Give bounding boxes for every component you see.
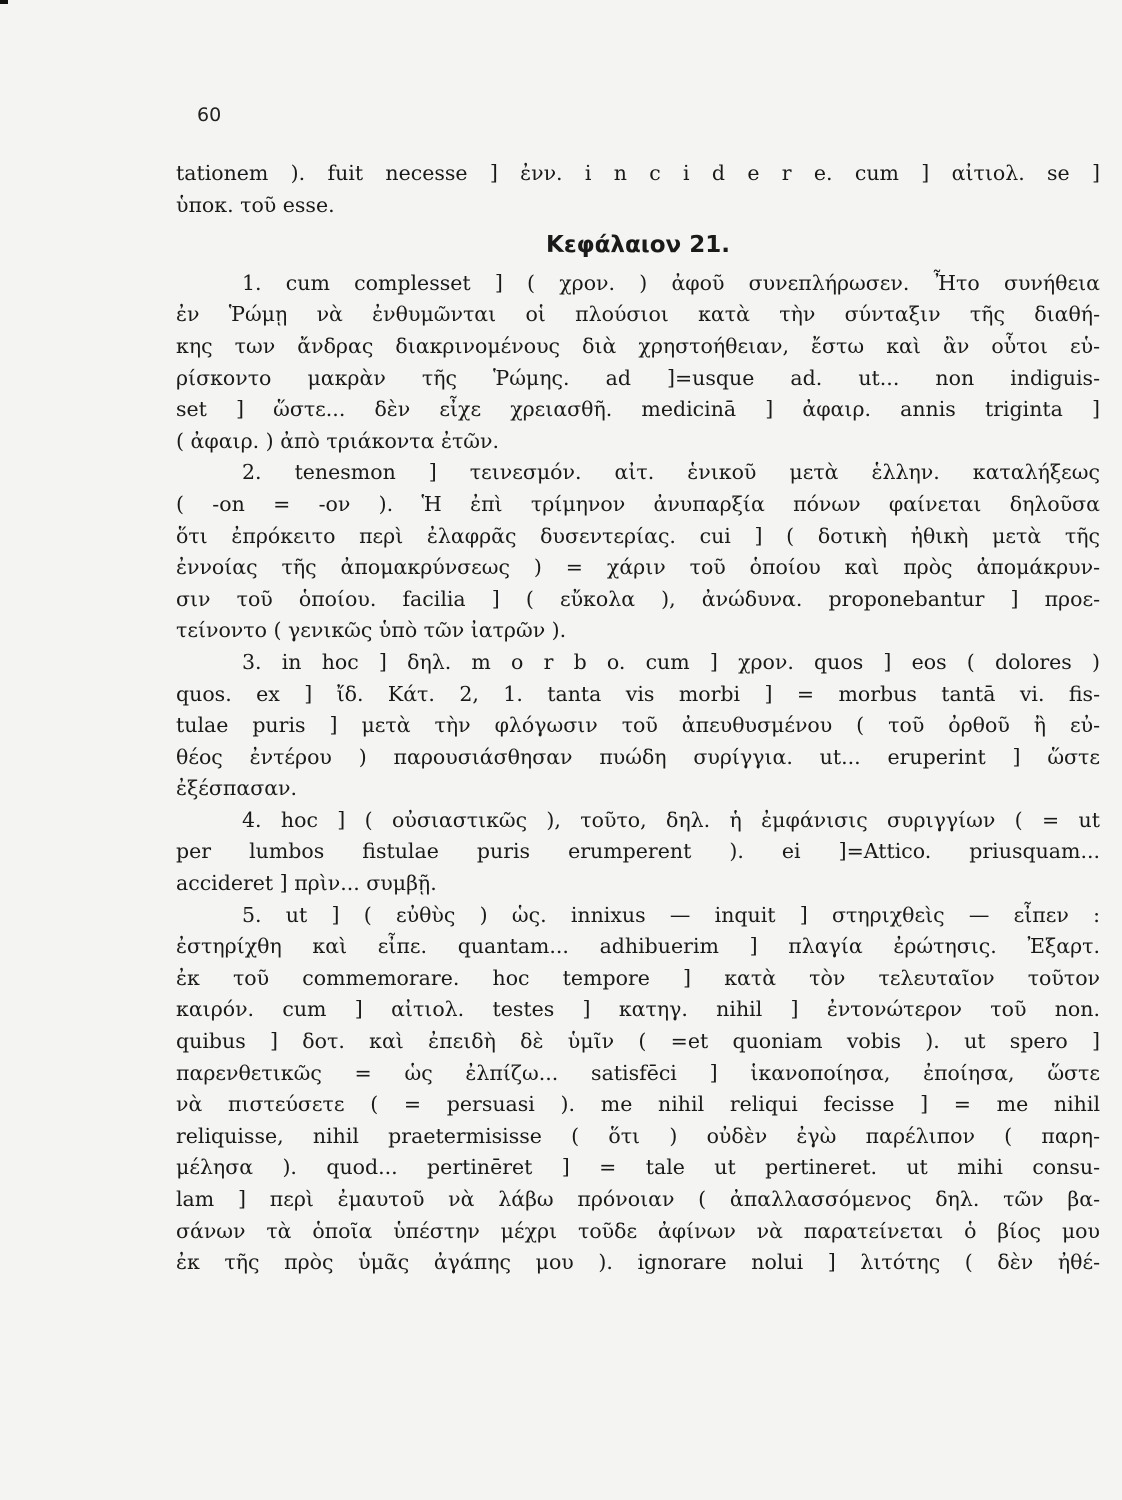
text-line: ἐστηρίχθη καὶ εἶπε. quantam... adhibuerim ] πλαγία ἐρώτησις. Ἐξαρτ. <box>176 934 1100 959</box>
text-line: ( ἀφαιρ. ) ἀπὸ τριάκοντα ἐτῶν. <box>176 428 499 453</box>
scan-corner-mark <box>0 0 8 4</box>
text-line: σιν τοῦ ὁποίου. facilia ] ( εὔκολα ), ἀνώδυνα. proponebantur ] προε- <box>176 586 1100 611</box>
text-line: ἐν Ῥώμῃ νὰ ἐνθυμῶνται οἱ πλούσιοι κατὰ τὴν σύνταξιν τῆς διαθή- <box>176 302 1100 327</box>
text-line: per lumbos fistulae puris erumperent ). ei ]=Attico. priusquam... <box>176 839 1100 864</box>
text-line: ἐκ τῆς πρὸς ὑμᾶς ἀγάπης μου ). ignorare nolui ] λιτότης ( δὲν ἠθέ- <box>176 1250 1100 1275</box>
text-line: set ] ὥστε... δὲν εἶχε χρειασθῆ. medicinā ] ἀφαιρ. annis triginta ] <box>176 397 1100 422</box>
text-line: καιρόν. cum ] αἰτιολ. testes ] κατηγ. nihil ] ἐντονώτερον τοῦ non. <box>176 997 1100 1022</box>
text-line: ρίσκοντο μακρὰν τῆς Ῥώμης. ad ]=usque ad. ut... non indiguis- <box>176 365 1100 390</box>
text-line: παρενθετικῶς = ὡς ἐλπίζω... satisfēci ] ἱκανοποίησα, ἐποίησα, ὥστε <box>176 1060 1100 1085</box>
text-line: quos. ex ] ἴδ. Κάτ. 2, 1. tanta vis morbi ] = morbus tantā vi. fis- <box>176 681 1100 706</box>
text-line: τείνοντο ( γενικῶς ὑπὸ τῶν ἰατρῶν ). <box>176 618 567 643</box>
text-line: θέος ἐντέρου ) παρουσιάσθησαν πυώδη συρίγγια. ut... eruperint ] ὥστε <box>176 744 1100 769</box>
text-line: 4. hoc ] ( οὐσιαστικῶς ), τοῦτο, δηλ. ἡ ἐμφάνισις συριγγίων ( = ut <box>242 807 1100 832</box>
text-line: μέλησα ). quod... pertinēret ] = tale ut pertineret. ut mihi consu- <box>176 1155 1100 1180</box>
page-number: 60 <box>197 104 222 126</box>
text-line: 3. in hoc ] δηλ. m o r b o. cum ] χρον. quos ] eos ( dolores ) <box>242 649 1100 674</box>
text-line: quibus ] δοτ. καὶ ἐπειδὴ δὲ ὑμῖν ( =et quoniam vobis ). ut spero ] <box>176 1029 1100 1054</box>
text-line: tationem ). fuit necesse ] ἐνν. i n c i d e r e. cum ] αἰτιολ. se ] <box>176 161 1100 185</box>
text-line: tulae puris ] μετὰ τὴν φλόγωσιν τοῦ ἀπευθυσμένου ( τοῦ ὀρθοῦ ἢ εὐ- <box>176 713 1100 738</box>
commentary-text <box>176 158 1100 1279</box>
text-line: ἐκ τοῦ commemorare. hoc tempore ] κατὰ τὸν τελευταῖον τοῦτον <box>176 965 1100 990</box>
text-line: 5. ut ] ( εὐθὺς ) ὡς. innixus — inquit ] στηριχθεὶς — εἶπεν : <box>242 902 1100 927</box>
text-line: σάνων τὰ ὁποῖα ὑπέστην μέχρι τοῦδε ἀφίνων νὰ παρατείνεται ὁ βίος μου <box>176 1218 1100 1243</box>
text-line: 1. cum complesset ] ( χρον. ) ἀφοῦ συνεπλήρωσεν. Ἦτο συνήθεια <box>242 270 1100 295</box>
text-line: ὅτι ἐπρόκειτο περὶ ἐλαφρᾶς δυσεντερίας. cui ] ( δοτικὴ ἠθικὴ μετὰ τῆς <box>176 523 1100 548</box>
text-line: ἐννοίας τῆς ἀπομακρύνσεως ) = χάριν τοῦ ὁποίου καὶ πρὸς ἀπομάκρυν- <box>176 555 1100 580</box>
commentary-body <box>176 268 1100 1279</box>
text-line: reliquisse, nihil praetermisisse ( ὅτι ) οὐδὲν ἐγὼ παρέλιπον ( παρη- <box>176 1123 1100 1148</box>
text-line: accideret ] πρὶν... συμβῇ. <box>176 871 437 896</box>
text-line: ὑποκ. τοῦ esse. <box>176 192 335 217</box>
text-line: ἐξέσπασαν. <box>176 776 298 801</box>
text-line: lam ] περὶ ἐμαυτοῦ νὰ λάβω πρόνοιαν ( ἀπαλλασσόμενος δηλ. τῶν βα- <box>176 1187 1100 1211</box>
text-line: νὰ πιστεύσετε ( = persuasi ). me nihil reliqui fecisse ] = me nihil <box>176 1092 1100 1117</box>
text-line: ( -on = -ον ). Ἡ ἐπὶ τρίμηνον ἀνυπαρξία πόνων φαίνεται δηλοῦσα <box>176 491 1100 516</box>
text-line: 2. tenesmon ] τεινεσμόν. αἰτ. ἑνικοῦ μετὰ ἑλλην. καταλήξεως <box>242 460 1100 485</box>
chapter-heading: Κεφάλαιον 21. <box>546 232 730 259</box>
text-line: κης των ἄνδρας διακρινομένους διὰ χρηστοήθειαν, ἔστω καὶ ἂν οὗτοι εὑ- <box>176 333 1100 358</box>
